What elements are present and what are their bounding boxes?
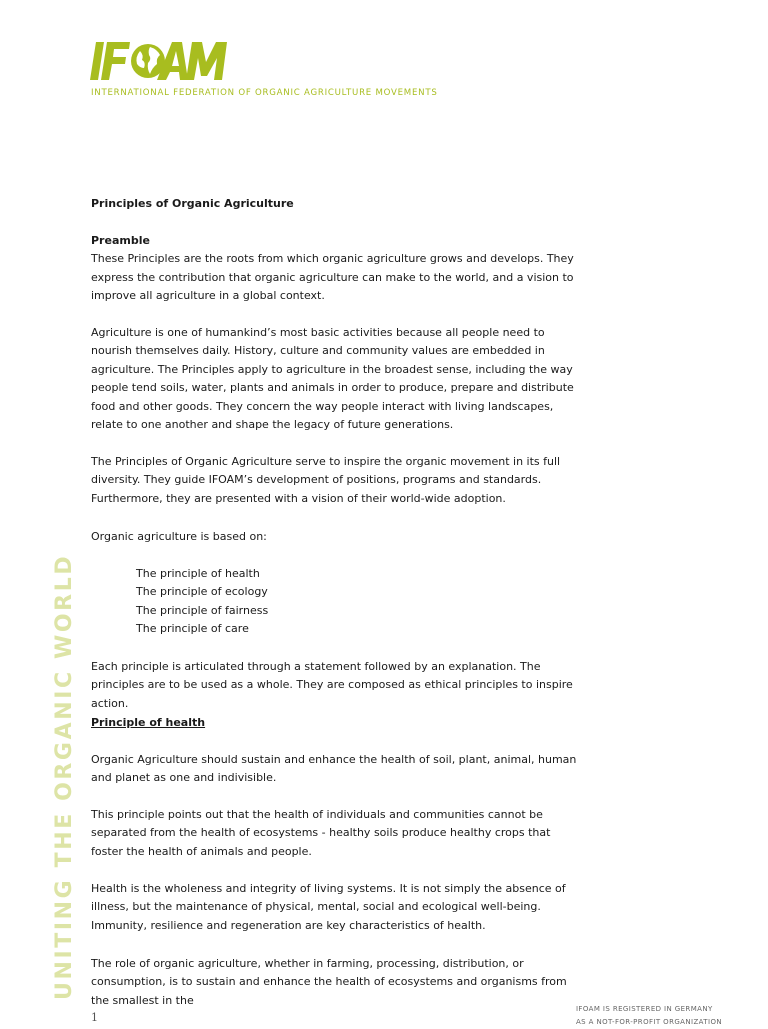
health-paragraph-3-block xyxy=(91,880,581,935)
preamble-paragraph-3-block xyxy=(91,453,581,508)
based-on-text: Organic agriculture is based on: xyxy=(91,530,267,543)
preamble-paragraph-2: Agriculture is one of humankind’s most basic activities because all people need to nourish themselves daily. History, culture and community values are embedded in agriculture. The Principles apply to agriculture in the broadest sense, including the way people tend soils, water, plants and animals in order to produce, prepare and distribute food and other goods. They concern the way people interact with living landscapes, relate to one another and shape the legacy of future generations. xyxy=(91,326,574,432)
health-paragraph-1-block xyxy=(91,751,581,788)
list-item: The principle of ecology xyxy=(136,585,268,599)
vertical-slogan: UNITING THE ORGANIC WORLD xyxy=(52,553,77,1000)
health-paragraph-4: The role of organic agriculture, whether in farming, processing, distribution, or consumption, is to sustain and enhance the health of ecosystems and organisms from the smallest in the xyxy=(91,957,567,1007)
preamble-section xyxy=(91,232,581,306)
registration-note-line-2: AS A NOT-FOR-PROFIT ORGANIZATION xyxy=(575,1018,722,1026)
org-full-name: INTERNATIONAL FEDERATION OF ORGANIC AGRICULTURE MOVEMENTS xyxy=(91,88,438,98)
list-item: The principle of care xyxy=(136,622,249,636)
based-on-block xyxy=(91,528,581,546)
preamble-paragraph-3: The Principles of Organic Agriculture serve to inspire the organic movement in its full diversity. They guide IFOAM’s development of positions, programs and standards. Furthermore, they are presented with a vision of their world-wide adoption. xyxy=(91,455,561,505)
preamble-paragraph-2-block xyxy=(91,324,581,434)
health-paragraph-4-block xyxy=(91,955,581,1010)
preamble-heading: Preamble xyxy=(91,234,150,247)
articulation-text: Each principle is articulated through a statement followed by an explanation. The principles are to be used as a whole. They are composed as ethical principles to inspire action. xyxy=(91,660,573,710)
health-paragraph-2-block xyxy=(91,806,581,861)
list-item: The principle of health xyxy=(136,567,260,580)
preamble-paragraph-1: These Principles are the roots from which organic agriculture grows and develops. They express the contribution that organic agriculture can make to the world, and a vision to improve all agriculture in a global context. xyxy=(91,252,574,303)
health-heading: Principle of health xyxy=(91,716,206,729)
list-item: The principle of fairness xyxy=(136,603,269,617)
registration-note xyxy=(576,1003,722,1029)
articulation-block xyxy=(91,658,581,713)
registration-note-line-1: IFOAM IS REGISTERED IN GERMANY xyxy=(575,1005,713,1013)
health-heading-block xyxy=(91,714,581,732)
document-title: Principles of Organic Agriculture xyxy=(91,197,294,210)
ifoam-logo xyxy=(90,38,250,88)
principles-list xyxy=(136,565,268,639)
ifoam-logo-graphic xyxy=(90,38,250,84)
page-number: 1 xyxy=(91,1011,98,1024)
health-paragraph-2: This principle points out that the health of individuals and communities cannot be separated from the health of ecosystems - healthy soils produce healthy crops that foster the health of animals and people. xyxy=(91,808,551,858)
health-paragraph-1: Organic Agriculture should sustain and enhance the health of soil, plant, animal, human and planet as one and indivisible. xyxy=(91,753,577,785)
health-paragraph-3: Health is the wholeness and integrity of living systems. It is not simply the absence of illness, but the maintenance of physical, mental, social and ecological well-being. Immunity, resilience and regeneration are key characteristics of health. xyxy=(91,882,566,932)
